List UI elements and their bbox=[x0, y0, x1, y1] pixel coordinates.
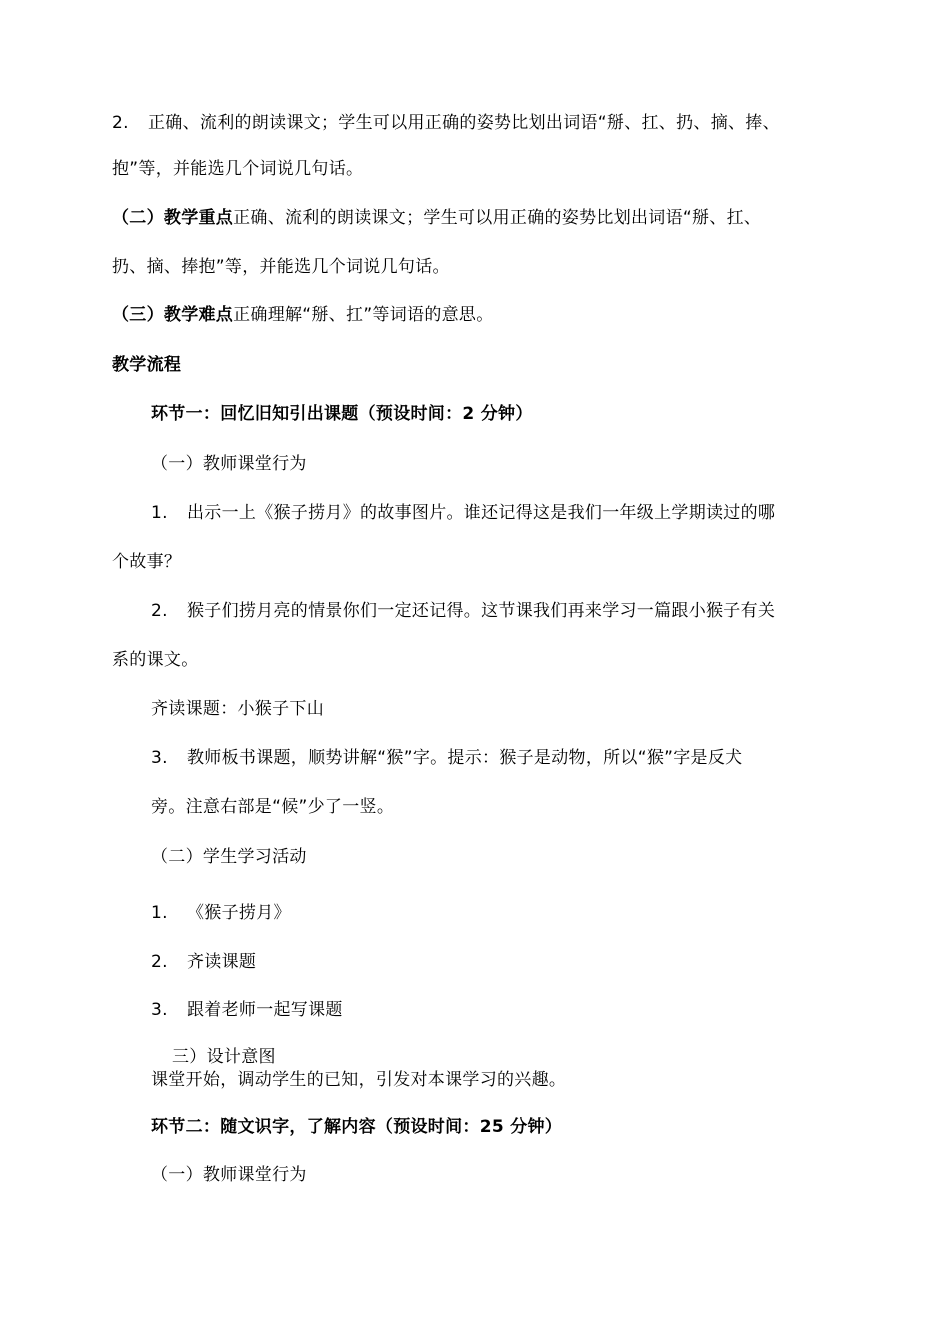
teacher-item-text: 猴子们捞月亮的情景你们一定还记得。这节课我们再来学习一篇跟小猴子有关 bbox=[187, 601, 776, 621]
list-number: 1. bbox=[151, 503, 168, 523]
section1-teacher-heading: （一）教师课堂行为 bbox=[151, 454, 307, 474]
flow-heading: 教学流程 bbox=[112, 355, 182, 375]
student-item-text: 《猴子捞月》 bbox=[187, 903, 291, 923]
list-number: 2. bbox=[151, 601, 168, 621]
difficulties-line bbox=[112, 304, 494, 326]
section2-heading: 环节二：随文识字，了解内容（预设时间：25 分钟） bbox=[151, 1117, 563, 1137]
key-points-line1 bbox=[112, 207, 761, 229]
difficulties-text: 正确理解“掰、扛”等词语的意思。 bbox=[233, 305, 494, 325]
list-number: 3. bbox=[151, 748, 168, 768]
key-points-text: 正确、流利的朗读课文；学生可以用正确的姿势比划出词语“掰、扛、 bbox=[233, 208, 762, 228]
student-item-3 bbox=[151, 999, 343, 1021]
teacher-item-2-line2: 系的课文。 bbox=[112, 650, 199, 670]
design-intent-text: 课堂开始，调动学生的已知，引发对本课学习的兴趣。 bbox=[151, 1070, 567, 1090]
student-item-1 bbox=[151, 902, 291, 924]
teacher-item-2-line1 bbox=[151, 600, 775, 622]
design-intent-heading: 三）设计意图 bbox=[172, 1047, 276, 1067]
teacher-item-3-line1 bbox=[151, 747, 742, 769]
teacher-item-1-line2: 个故事？ bbox=[112, 552, 182, 572]
objective-item-2-line2: 抱”等，并能选几个词说几句话。 bbox=[112, 159, 364, 179]
key-points-line2: 扔、摘、捧抱”等，并能选几个词说几句话。 bbox=[112, 257, 450, 277]
list-number: 1. bbox=[151, 903, 168, 923]
student-item-text: 跟着老师一起写课题 bbox=[187, 1000, 343, 1020]
key-points-label: （二）教学重点 bbox=[112, 208, 234, 228]
teacher-item-text: 出示一上《猴子捞月》的故事图片。谁还记得这是我们一年级上学期读过的哪 bbox=[187, 503, 776, 523]
section2-teacher-heading: （一）教师课堂行为 bbox=[151, 1165, 307, 1185]
teacher-item-1-line1 bbox=[151, 502, 775, 524]
list-number: 2. bbox=[112, 113, 129, 133]
objective-text: 正确、流利的朗读课文；学生可以用正确的姿势比划出词语“掰、扛、扔、摘、捧、 bbox=[148, 113, 780, 133]
section1-student-heading: （二）学生学习活动 bbox=[151, 847, 307, 867]
teacher-item-text: 教师板书课题，顺势讲解“猴”字。提示：猴子是动物，所以“猴”字是反犬 bbox=[187, 748, 743, 768]
student-item-2 bbox=[151, 951, 256, 973]
section1-heading: 环节一：回忆旧知引出课题（预设时间：2 分钟） bbox=[151, 404, 533, 424]
list-number: 3. bbox=[151, 1000, 168, 1020]
objective-item-2-line1 bbox=[112, 112, 780, 134]
list-number: 2. bbox=[151, 952, 168, 972]
teacher-item-3-line2: 旁。注意右部是“候”少了一竖。 bbox=[151, 797, 395, 817]
read-title-line: 齐读课题：小猴子下山 bbox=[151, 699, 324, 719]
student-item-text: 齐读课题 bbox=[187, 952, 257, 972]
difficulties-label: （三）教学难点 bbox=[112, 305, 234, 325]
